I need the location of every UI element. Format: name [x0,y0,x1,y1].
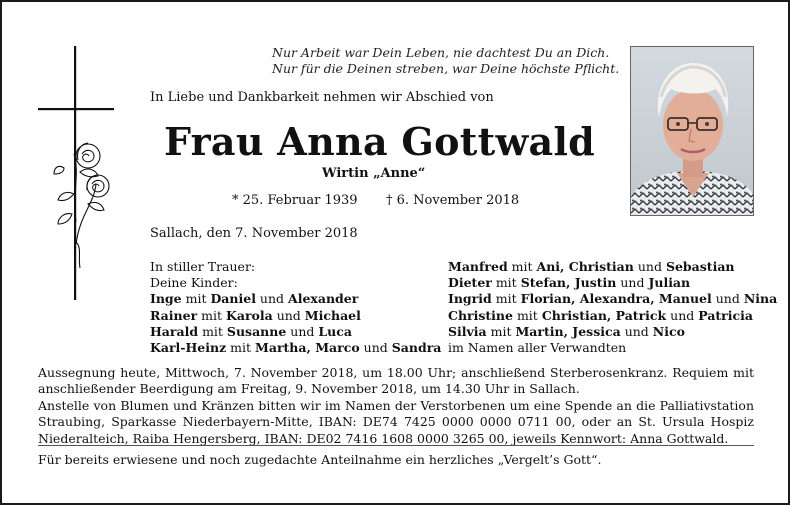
mourner-text: und [255,291,289,307]
mourner-line [448,324,777,340]
mourner-name: Martha, Marco [255,339,360,355]
mourner-name: Sandra [391,339,442,355]
mourner-name: Stefan, Justin [520,275,617,291]
mourner-line [150,291,441,307]
mourner-name: Ingrid [448,291,492,307]
mourner-name: Inge [150,291,182,307]
mourner-name: Nina [743,291,778,307]
mourner-name: Silvia [448,323,487,339]
mourner-text: und [620,323,653,339]
intro-text: In Liebe und Dankbarkeit nehmen wir Abschied von [150,90,494,105]
mourner-text: mit [197,307,226,323]
deceased-name: Frau Anna Gottwald [164,119,596,164]
mourner-name: Christine [448,307,513,323]
mourner-name: Nico [652,323,685,339]
mourner-line [150,324,441,340]
mourner-name: Karola [225,307,273,323]
mourner-text: In stiller Trauer: [150,259,256,274]
mourner-name: Patricia [698,307,753,323]
portrait-photo [630,46,754,216]
mourner-name: Karl-Heinz [150,339,227,355]
mourner-line [150,275,441,291]
mourner-line [150,259,441,275]
mourner-line [448,291,777,307]
mourner-name: Alexander [288,291,359,307]
mourner-text: und [272,307,305,323]
mourner-text: mit [491,275,521,291]
motto-line-1: Nur Arbeit war Dein Leben, nie dachtest Du an Dich. [272,45,610,60]
mourner-text: mit [181,291,211,307]
mourner-line [448,340,777,356]
mourner-name: Manfred [448,259,508,274]
mourner-name: Sebastian [665,259,735,274]
mourner-text: und [616,275,649,291]
thanks-text: Für bereits erwiesene und noch zugedachte Anteilnahme ein herzliches „Vergelt’s Gott“. [38,452,602,467]
mourner-name: Harald [150,323,199,339]
funeral-details: Aussegnung heute, Mittwoch, 7. November 2018, um 18.00 Uhr; anschließend Sterberosenkranz. Requiem mit anschließender Beerdigung am Freitag, 9. November 2018, um 14.30 Uhr in Sallach. [38,365,754,397]
mourner-name: Dieter [448,275,492,291]
motto-line-2: Nur für die Deinen streben, war Deine höchste Pflicht. [272,61,620,76]
mourner-line [448,259,777,275]
mourner-text: mit [198,323,227,339]
mourner-text: im Namen aller Verwandten [448,339,627,355]
mourner-line [150,308,441,324]
nickname: Wirtin „Anne“ [322,166,426,181]
mourner-name: Luca [318,323,352,339]
cross-with-roses-icon [36,44,120,306]
mourner-text: mit [512,307,542,323]
mourner-name: Julian [648,275,691,291]
mourner-text: und [633,259,666,274]
mourner-text: und [359,339,392,355]
mourner-name: Ani, Christian [536,259,634,274]
mourner-text: und [286,323,319,339]
mourner-line [448,275,777,291]
divider [38,445,754,446]
death-date: † 6. November 2018 [386,193,520,208]
donation-request: Anstelle von Blumen und Kränzen bitten wir im Namen der Verstorbenen um eine Spende an die Palliativstation Straubing, Sparkasse Niederbayern-Mitte, IBAN: DE74 7425 0000 0000 0711 00, oder an St. Ursula Hospiz Niederalteich, Raiba Hengersberg, IBAN: DE02 7416 1608 0000 3265 00, jeweils Kennwort: Anna Gottwald. [38,398,754,446]
mourners-left-column [150,259,441,356]
mourner-line [448,308,777,324]
mourner-text: mit [226,339,256,355]
mourner-name: Susanne [226,323,287,339]
mourner-text: Deine Kinder: [150,275,238,291]
mourner-name: Martin, Jessica [515,323,621,339]
mourner-name: Christian, Patrick [541,307,667,323]
mourner-name: Michael [304,307,361,323]
mourner-text: und [711,291,744,307]
mourner-text: mit [491,291,521,307]
mourner-name: Florian, Alexandra, Manuel [520,291,712,307]
birth-date: * 25. Februar 1939 [232,193,358,208]
mourner-name: Daniel [210,291,256,307]
place-and-date: Sallach, den 7. November 2018 [150,226,358,241]
mourner-text: und [666,307,699,323]
mourner-name: Rainer [150,307,198,323]
mourner-text: mit [486,323,516,339]
mourner-text: mit [507,259,537,274]
mourner-line [150,340,441,356]
mourners-right-column [448,259,777,356]
portrait-illustration [631,47,754,216]
